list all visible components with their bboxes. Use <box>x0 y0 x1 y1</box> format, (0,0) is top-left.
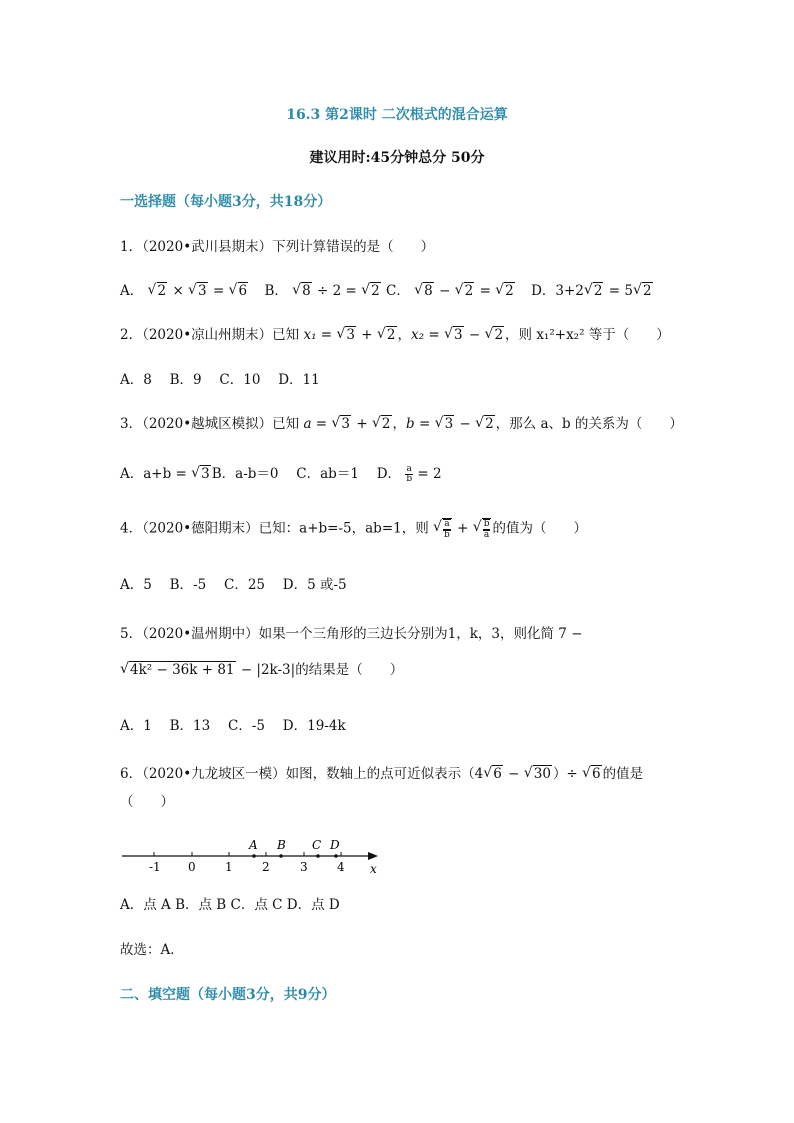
option-c-label: C． <box>386 283 410 299</box>
option-b-label: B． <box>264 283 288 299</box>
radical: √ 8 <box>414 281 434 301</box>
radical: √ 4k² − 36k + 81 <box>120 660 236 680</box>
radical: √ 6 <box>582 764 602 784</box>
punctuation: ， <box>397 327 411 343</box>
question-text: ，则 x₁²+x₂² 等于（ ） <box>505 327 670 343</box>
fraction: $\frac{a}{b}$ <box>406 464 413 484</box>
tick-label: 3 <box>300 860 308 874</box>
question-text: 的值为（ ） <box>492 520 587 537</box>
radical: √ 30 <box>524 764 552 784</box>
option-a-label: A． <box>120 283 144 299</box>
point-a <box>252 854 256 858</box>
point-b <box>279 854 283 858</box>
tick-label: 4 <box>337 860 345 874</box>
question-text: 2．（2020•凉山州期末）已知 <box>120 327 300 343</box>
point-label: D <box>330 838 340 852</box>
number-line <box>118 834 388 878</box>
radical: √ 3 <box>336 325 356 345</box>
variable: b = <box>406 416 431 432</box>
variable: x₂ = <box>411 327 440 343</box>
question-text: − |2k-3|的结果是（ ） <box>240 662 404 678</box>
question-3-stem <box>120 414 683 434</box>
operator: = <box>212 283 225 299</box>
question-6-options: A．点 A B．点 B C．点 C D．点 D <box>120 897 340 913</box>
option-d-label: D．3+2 <box>531 283 584 299</box>
radical: √ 3 <box>435 414 455 434</box>
question-5-options: A．1 B．13 C．-5 D．19-4k <box>120 718 346 734</box>
operator: + <box>361 327 373 343</box>
operator: + <box>356 416 368 432</box>
radical: √ 2 <box>633 281 653 301</box>
question-6-stem <box>120 764 643 784</box>
radical: √ 2 <box>455 281 475 301</box>
operator: = 5 <box>608 283 633 299</box>
option-a: A．a+b = <box>120 466 187 482</box>
variable: a = <box>303 416 328 432</box>
radical: √ 2 <box>372 414 392 434</box>
tick-label: -1 <box>149 860 161 874</box>
radical: √ 2 <box>148 281 168 301</box>
radical: √ 2 <box>361 281 381 301</box>
radical: √ $\frac{a}{b}$ <box>433 518 452 540</box>
expression-text: ÷ 2 = <box>317 283 357 299</box>
page-subtitle: 建议用时:45分钟总分 50分 <box>309 150 485 166</box>
radical: √ 2 <box>475 414 495 434</box>
question-4-stem <box>120 518 587 540</box>
question-text: 3．（2020•越城区模拟）已知 <box>120 416 300 432</box>
section-heading-choice: 一选择题（每小题3分，共18分） <box>120 194 332 210</box>
question-1-stem: 1．（2020•武川县期末）下列计算错误的是（ ） <box>120 239 435 255</box>
operator: − <box>508 766 520 782</box>
question-text: ，那么 a、b 的关系为（ ） <box>495 416 683 432</box>
tick-label: 2 <box>262 860 270 874</box>
axis-variable-label: x <box>370 862 377 876</box>
question-5-stem-line1: 5．（2020•温州期中）如果一个三角形的三边长分别为1，k，3，则化简 7 − <box>120 626 583 642</box>
operator: × <box>172 283 184 299</box>
punctuation: ， <box>392 416 407 432</box>
operator: − <box>468 327 481 343</box>
operator: + <box>457 520 469 537</box>
tick-label: 0 <box>188 860 196 874</box>
question-4-options: A．5 B．-5 C．25 D．5 或-5 <box>120 577 347 593</box>
question-3-options <box>120 464 442 484</box>
question-2-stem <box>120 325 670 345</box>
point-label: C <box>312 838 322 852</box>
point-label: B <box>277 838 286 852</box>
question-5-stem-line2 <box>120 660 403 680</box>
arrow-head-icon <box>368 852 378 860</box>
variable: x₁ = <box>303 327 333 343</box>
operator: − <box>459 416 471 432</box>
point-d <box>334 854 338 858</box>
radical: √ 6 <box>483 764 503 784</box>
question-text: 的值是 <box>602 766 644 782</box>
question-1-options <box>120 281 654 301</box>
radical: √ 2 <box>495 281 515 301</box>
radical: √ $\frac{b}{a}$ <box>473 518 492 540</box>
radical: √ 3 <box>331 414 351 434</box>
question-6-answer: 故选：A． <box>120 942 184 958</box>
point-c <box>316 854 320 858</box>
question-2-options: A．8 B．9 C．10 D．11 <box>120 372 320 388</box>
radical: √ 2 <box>584 281 604 301</box>
page-title: 16.3 第2课时 二次根式的混合运算 <box>286 107 508 123</box>
expression-text: = 2 <box>417 466 442 482</box>
question-text: 6．（2020•九龙坡区一模）如图，数轴上的点可近似表示（4 <box>120 766 484 782</box>
question-6-paren: （ ） <box>120 794 174 810</box>
question-text: 4．（2020•德阳期末）已知：a+b=-5，ab=1，则 <box>120 520 429 537</box>
tick-label: 1 <box>225 860 233 874</box>
operator: = <box>479 283 491 299</box>
operator: − <box>439 283 451 299</box>
radical: √ 2 <box>484 325 504 345</box>
radical: √ 3 <box>444 325 464 345</box>
point-label: A <box>249 838 258 852</box>
operator: ）÷ <box>552 766 578 782</box>
radical: √ 2 <box>377 325 397 345</box>
options-text: B．a-b＝0 C．ab＝1 D． <box>211 466 402 482</box>
radical: √ 3 <box>191 464 211 484</box>
radical: √ 6 <box>229 281 249 301</box>
radical: √ 3 <box>188 281 208 301</box>
section-heading-fill: 二、填空题（每小题3分，共9分） <box>120 987 336 1003</box>
radical: √ 8 <box>292 281 312 301</box>
